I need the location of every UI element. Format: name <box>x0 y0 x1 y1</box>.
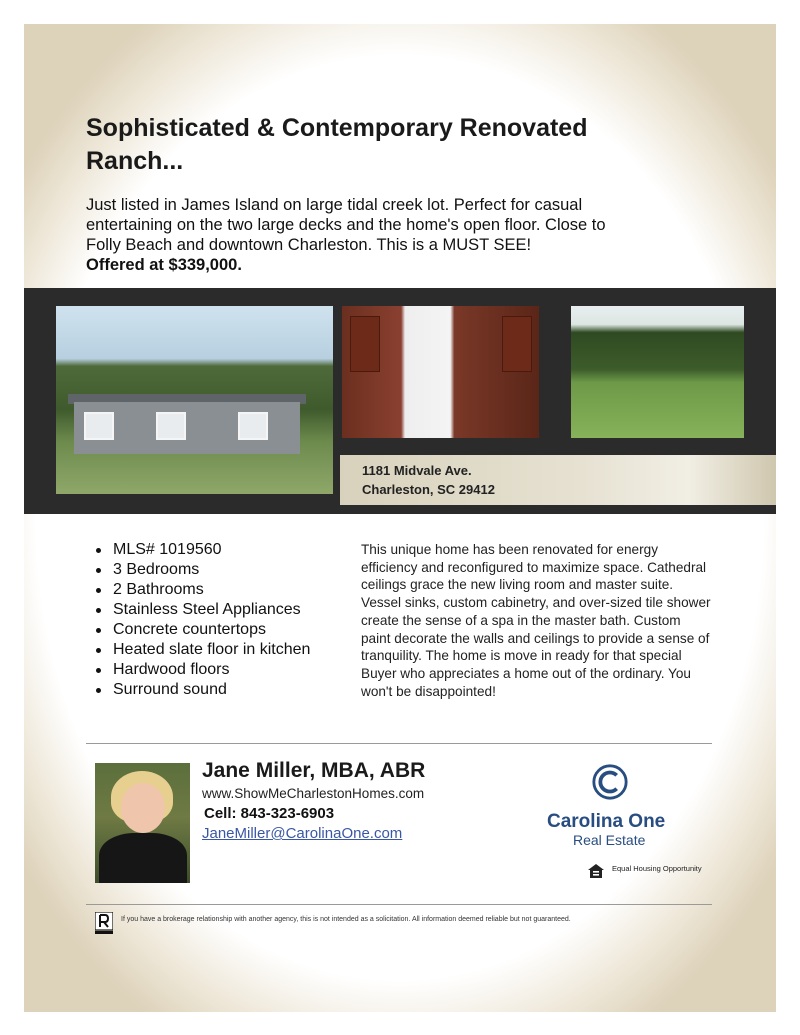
feature-item: Stainless Steel Appliances <box>96 600 310 620</box>
agent-website[interactable]: www.ShowMeCharlestonHomes.com <box>202 786 425 801</box>
disclaimer: If you have a brokerage relationship with another agency, this is not intended as a solicitation. All information deemed reliable but not guaranteed. <box>121 916 571 923</box>
address-line1: 1181 Midvale Ave. <box>362 463 472 478</box>
equal-housing-text: Equal Housing Opportunity <box>612 864 702 873</box>
feature-item: 2 Bathrooms <box>96 580 310 600</box>
divider <box>86 904 712 905</box>
feature-item: Surround sound <box>96 680 310 700</box>
divider <box>86 743 712 744</box>
realtor-r-icon <box>95 912 113 934</box>
description: This unique home has been renovated for energy efficiency and reconfigured to maximize space. Cathedral ceilings grace the new living room and master suite. Vessel sinks, custom cabinetry, and over-sized tile shower create the sense of a spa in the master bath. Custom paint decorate the walls and ceilings to provide a sense of tranquility. The home is move in ready for that special Buyer who appreciates a home out of the ordinary. You won't be disappointed! <box>361 542 711 699</box>
agent-email-link[interactable]: JaneMiller@CarolinaOne.com <box>202 825 403 842</box>
agent-cell: Cell: 843-323-6903 <box>204 805 335 822</box>
house-icon <box>587 863 605 879</box>
intro-text: Just listed in James Island on large tidal creek lot. Perfect for casual entertaining on the two large decks and the home's open floor. Close to Folly Beach and downtown Charleston. This is a MUST SEE! <box>86 196 606 254</box>
feature-item: 3 Bedrooms <box>96 560 310 580</box>
backyard-photo <box>571 306 744 438</box>
address-line2: Charleston, SC 29412 <box>362 482 495 497</box>
house-exterior-photo <box>56 306 333 494</box>
feature-item: Heated slate floor in kitchen <box>96 640 310 660</box>
intro-block <box>86 195 626 275</box>
price: Offered at $339,000. <box>86 256 242 274</box>
brand-name: Carolina One <box>547 811 666 832</box>
brand-subtitle: Real Estate <box>573 832 646 848</box>
feature-item: MLS# 1019560 <box>96 540 310 560</box>
feature-item: Concrete countertops <box>96 620 310 640</box>
agent-name: Jane Miller, MBA, ABR <box>202 759 426 782</box>
copyright-c-icon <box>591 763 629 801</box>
feature-list <box>96 540 310 700</box>
headline: Sophisticated & Contemporary Renovated Ranch... <box>86 114 588 175</box>
feature-item: Hardwood floors <box>96 660 310 680</box>
kitchen-photo <box>342 306 539 438</box>
agent-photo <box>95 763 190 883</box>
